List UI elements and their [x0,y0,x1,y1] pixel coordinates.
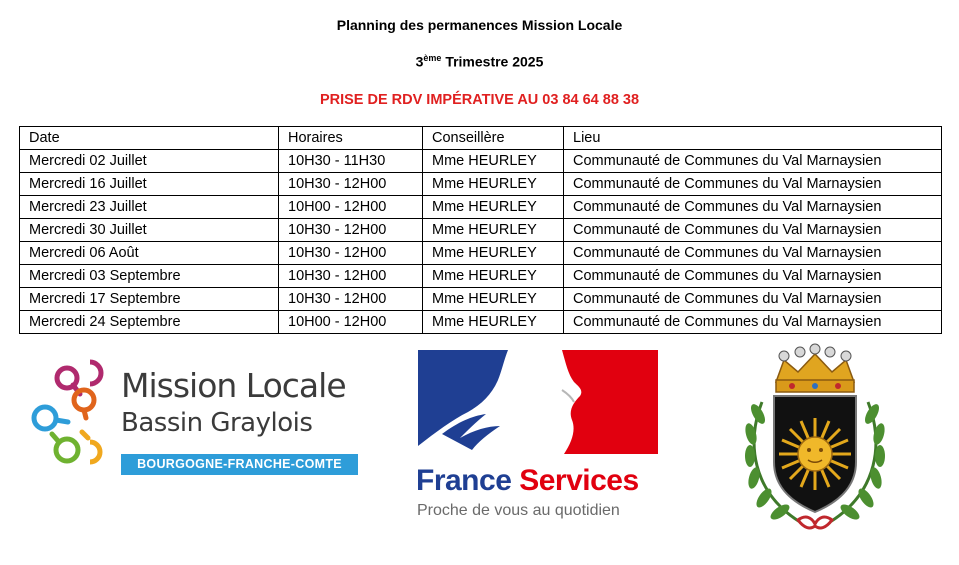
table-row-location-cell: Communauté de Communes du Val Marnaysien [564,265,942,288]
table-row-location-cell: Communauté de Communes du Val Marnaysien [564,150,942,173]
coat-of-arms-logo [740,342,890,537]
mission-locale-logo [28,350,368,490]
table-row-advisor-cell: Mme HEURLEY [423,311,564,334]
table-header-row-advisor-cell: Conseillère [423,127,564,150]
table-header-row [20,127,942,150]
table-row [20,219,942,242]
schedule-table [19,126,942,334]
table-row-advisor-cell: Mme HEURLEY [423,173,564,196]
table-row-hours-cell: 10H30 - 12H00 [279,242,423,265]
marianne-icon [412,350,664,462]
mission-locale-name: Mission Locale [121,366,346,405]
appointment-notice: PRISE DE RDV IMPÉRATIVE AU 03 84 64 88 38 [319,92,640,108]
table-row-hours-cell: 10H00 - 12H00 [279,196,423,219]
table-row-hours-cell: 10H30 - 12H00 [279,265,423,288]
france-services-logo [412,350,664,525]
table-row-advisor-cell: Mme HEURLEY [423,265,564,288]
table-row [20,242,942,265]
table-header-row-date-cell: Date [20,127,279,150]
page-title: Planning des permanences Mission Locale [336,17,623,33]
table-row-location-cell: Communauté de Communes du Val Marnaysien [564,311,942,334]
quarter-suffix: ème [423,53,442,63]
table-row-date-cell: Mercredi 16 Juillet [20,173,279,196]
table-row-date-cell: Mercredi 02 Juillet [20,150,279,173]
coat-of-arms-icon [740,342,890,537]
table-row-date-cell: Mercredi 30 Juillet [20,219,279,242]
quarter-heading [0,53,959,70]
mission-locale-subname: Bassin Graylois [121,408,313,438]
table-row-location-cell: Communauté de Communes du Val Marnaysien [564,219,942,242]
table-row-date-cell: Mercredi 03 Septembre [20,265,279,288]
table-row [20,311,942,334]
table-row-date-cell: Mercredi 23 Juillet [20,196,279,219]
france-services-tagline: Proche de vous au quotidien [417,502,620,519]
table-row [20,196,942,219]
table-row-hours-cell: 10H30 - 12H00 [279,219,423,242]
table-row-hours-cell: 10H00 - 12H00 [279,311,423,334]
france-services-name [416,464,639,498]
table-row-advisor-cell: Mme HEURLEY [423,196,564,219]
table-row-hours-cell: 10H30 - 11H30 [279,150,423,173]
table-row-hours-cell: 10H30 - 12H00 [279,288,423,311]
mission-locale-region-band: BOURGOGNE-FRANCHE-COMTE [121,454,358,475]
table-row-advisor-cell: Mme HEURLEY [423,150,564,173]
table-row [20,150,942,173]
quarter-number: 3 [415,53,424,70]
table-row-location-cell: Communauté de Communes du Val Marnaysien [564,196,942,219]
table-row-advisor-cell: Mme HEURLEY [423,288,564,311]
france-services-name-part1: France [416,464,512,497]
table-row-advisor-cell: Mme HEURLEY [423,242,564,265]
table-row-advisor-cell: Mme HEURLEY [423,219,564,242]
france-services-name-part2: Services [519,464,639,497]
quarter-label: Trimestre 2025 [445,53,544,70]
table-header-row-location-cell: Lieu [564,127,942,150]
table-row-location-cell: Communauté de Communes du Val Marnaysien [564,242,942,265]
table-row [20,288,942,311]
table-row [20,173,942,196]
table-row-hours-cell: 10H30 - 12H00 [279,173,423,196]
table-row-date-cell: Mercredi 17 Septembre [20,288,279,311]
table-row-date-cell: Mercredi 24 Septembre [20,311,279,334]
table-row-date-cell: Mercredi 06 Août [20,242,279,265]
mission-locale-circles-icon [28,350,118,490]
table-row-location-cell: Communauté de Communes du Val Marnaysien [564,173,942,196]
table-row-location-cell: Communauté de Communes du Val Marnaysien [564,288,942,311]
table-header-row-hours-cell: Horaires [279,127,423,150]
table-row [20,265,942,288]
